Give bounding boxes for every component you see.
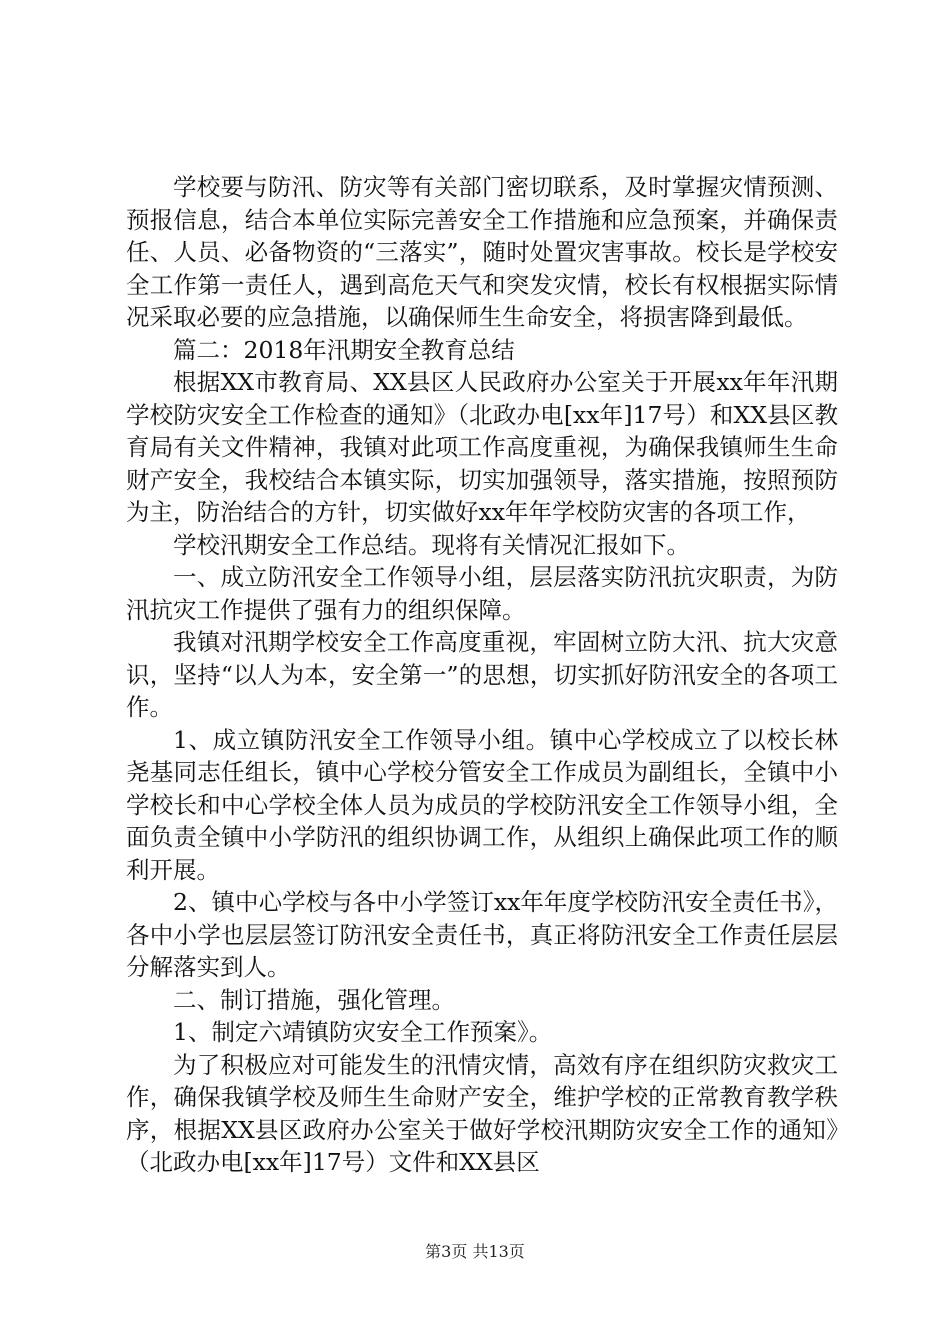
section-heading: 篇二：2018年汛期安全教育总结: [173, 335, 515, 364]
paragraph: 1、制定六靖镇防灾安全工作预案》。: [173, 1018, 553, 1046]
paragraph: 学校要与防汛、防灾等有关部门密切联系，及时掌握灾情预测、预报信息，结合本单位实际完善安全工作措施和应急预案，并确保责任、人员、必备物资的“三落实”，随时处置灾害事故。校长是学校安全工作第一责任人，遇到高危天气和突发灾情，校长有权根据实际情况采取必要的应急措施，以确保师生生命安全，将损害降到最低。: [126, 173, 838, 331]
paragraph: 一、成立防汛安全工作领导小组，层层落实防汛抗灾职责，为防汛抗灾工作提供了强有力的组织保障。: [126, 563, 838, 624]
paragraph: 我镇对汛期学校安全工作高度重视，牢固树立防大汛、抗大灾意识，坚持“以人为本，安全第一”的思想，切实抓好防汛安全的各项工作。: [126, 628, 838, 721]
paragraph: 根据XX市教育局、XX县区人民政府办公室关于开展xx年年汛期学校防灾安全工作检查的通知》（北政办电[xx年]17号）和XX县区教育局有关文件精神，我镇对此项工作高度重视，为确保我镇师生生命财产安全，我校结合本镇实际，切实加强领导，落实措施，按照预防为主，防治结合的方针，切实做好xx年年学校防灾害的各项工作，: [126, 368, 838, 526]
page-number-footer: 第3页 共13页: [425, 1242, 525, 1261]
paragraph: 2、镇中心学校与各中小学签订xx年年度学校防汛安全责任书》，各中小学也层层签订防汛安全责任书，真正将防汛安全工作责任层层分解落实到人。: [126, 888, 838, 981]
document-body: [126, 171, 838, 1179]
paragraph: 学校汛期安全工作总结。现将有关情况汇报如下。: [173, 530, 690, 559]
paragraph: 二、制订措施，强化管理。: [173, 985, 455, 1014]
paragraph: 为了积极应对可能发生的汛情灾情，高效有序在组织防灾救灾工作，确保我镇学校及师生生命财产安全，维护学校的正常教育教学秩序，根据XX县区政府办公室关于做好学校汛期防灾安全工作的通知》（北政办电[xx年]17号）文件和XX县区: [126, 1050, 838, 1176]
paragraph: 1、成立镇防汛安全工作领导小组。镇中心学校成立了以校长林尧基同志任组长，镇中心学校分管安全工作成员为副组长，全镇中小学校长和中心学校全体人员为成员的学校防汛安全工作领导小组，全面负责全镇中小学防汛的组织协调工作，从组织上确保此项工作的顺利开展。: [126, 725, 838, 884]
